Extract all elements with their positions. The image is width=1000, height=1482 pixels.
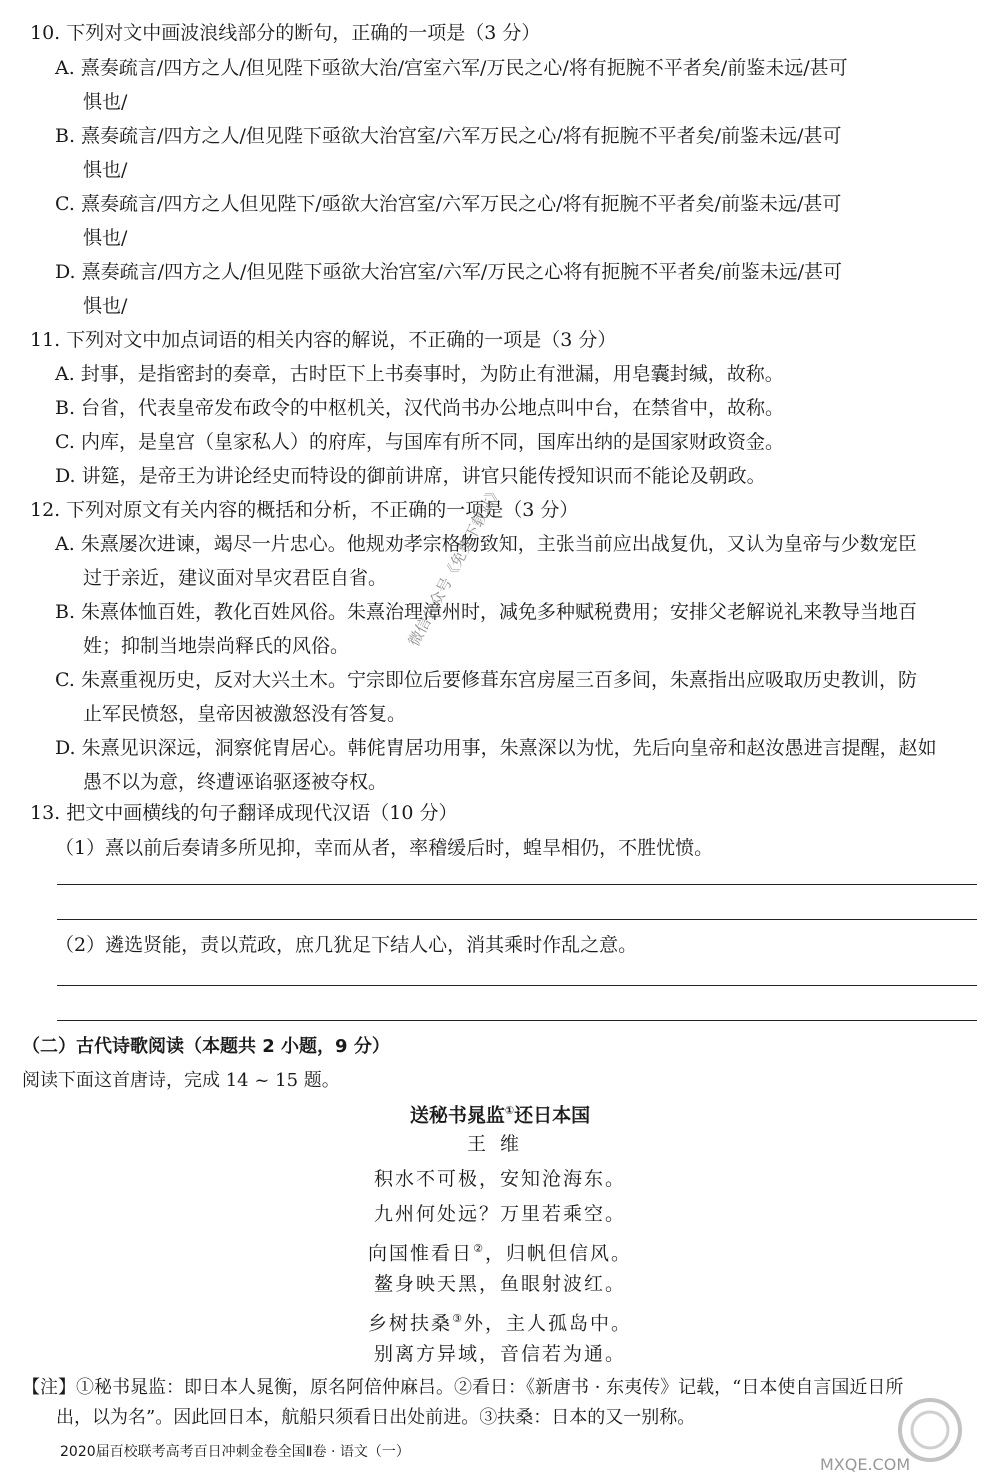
q11-option-a: A. 封事，是指密封的奏章，古时臣下上书奏事时，为防止有泄漏，用皂囊封缄，故称。 — [55, 363, 784, 385]
answer-line-2[interactable] — [57, 919, 977, 920]
poem-line-6 — [0, 1341, 1000, 1367]
poem-title-rest: 还日本国 — [514, 1104, 591, 1127]
q12-option-a-cont: 过于亲近，建议面对旱灾君臣自省。 — [83, 567, 388, 589]
q12-option-c-cont: 止军民愤怒，皇帝因被激怒没有答复。 — [83, 703, 407, 725]
q10-option-d: D. 熹奏疏言/四方之人/但见陛下亟欲大治宫室/六军/万民之心将有扼腕不平者矣/前鉴未远/甚可 — [55, 261, 843, 283]
poem-line-text: 鳌身映天黑，鱼眼射波红。 — [373, 1273, 626, 1295]
poem-title-main: 送秘书晁监 — [409, 1104, 505, 1127]
poem-line-3 — [0, 1236, 1000, 1266]
q11-stem: 11. 下列对文中加点词语的相关内容的解说，不正确的一项是（3 分） — [30, 329, 617, 351]
poem-line-2 — [0, 1201, 1000, 1227]
footnote-mark: ② — [473, 1242, 485, 1255]
poem-line-text: 乡树扶桑 — [368, 1312, 453, 1335]
q10-option-b: B. 熹奏疏言/四方之人/但见陛下亟欲大治宫室/六军万民之心/将有扼腕不平者矣/前鉴未远/甚可 — [55, 125, 842, 147]
poem-title-footnote-mark: ① — [504, 1104, 515, 1117]
answer-line-1[interactable] — [57, 884, 977, 885]
q10-option-d-cont: 惧也/ — [83, 295, 128, 317]
q12-option-b: B. 朱熹体恤百姓，教化百姓风俗。朱熹治理漳州时，减免多种赋税费用；安排父老解说礼来教导当地百 — [55, 601, 918, 623]
answer-line-3[interactable] — [57, 985, 977, 986]
q11-option-b: B. 台省，代表皇帝发布政令的中枢机关，汉代尚书办公地点叫中台，在禁省中，故称。 — [55, 397, 785, 419]
notes-line-1: 【注】①秘书晁监：即日本人晁衡，原名阿倍仲麻吕。②看日：《新唐书 · 东夷传》记载，“日本使自言国近日所 — [22, 1377, 904, 1398]
q13-stem: 13. 把文中画横线的句子翻译成现代汉语（10 分） — [30, 802, 458, 824]
poem-line-text: 九州何处远？万里若乘空。 — [373, 1203, 626, 1225]
poem-line-text: ，归帆但信风。 — [484, 1242, 632, 1265]
q12-option-c: C. 朱熹重视历史，反对大兴土木。宁宗即位后要修葺东宫房屋三百多间，朱熹指出应吸取历史教训，防 — [55, 669, 917, 691]
answer-line-4[interactable] — [57, 1020, 977, 1021]
poem-author: 王维 — [466, 1133, 533, 1155]
q10-option-c-cont: 惧也/ — [83, 227, 128, 249]
poem-line-text: 外，主人孤岛中。 — [463, 1312, 632, 1335]
poem-title — [0, 1098, 1000, 1128]
watermark-site-text: MXQE.COM — [820, 1455, 911, 1474]
q10-option-a: A. 熹奏疏言/四方之人/但见陛下亟欲大治/宫室六军/万民之心/将有扼腕不平者矣/前鉴未远/甚可 — [55, 57, 848, 79]
q12-option-d-cont: 愚不以为意，终遭诬谄驱逐被夺权。 — [83, 771, 388, 793]
q13-sentence-1: （1）熹以前后奏请多所见抑，幸而从者，率稽缓后时，蝗旱相仍，不胜忧愤。 — [55, 837, 714, 859]
q11-option-c: C. 内库，是皇宫（皇家私人）的府库，与国库有所不同，国库出纳的是国家财政资金。 — [55, 431, 784, 453]
q12-option-b-cont: 姓；抑制当地崇尚释氏的风俗。 — [83, 635, 350, 657]
section-title: （二）古代诗歌阅读（本题共 2 小题，9 分） — [22, 1036, 390, 1057]
q10-stem: 10. 下列对文中画波浪线部分的断句，正确的一项是（3 分） — [30, 22, 541, 44]
q12-option-d: D. 朱熹见识深远，洞察侂胄居心。韩侂胄居功用事，朱熹深以为忧，先后向皇帝和赵汝愚进言提醒，赵如 — [55, 737, 937, 759]
poem-line-5 — [0, 1306, 1000, 1336]
q10-option-a-cont: 惧也/ — [83, 91, 128, 113]
q11-option-d: D. 讲筵，是帝王为讲论经史而特设的御前讲席，讲官只能传授知识而不能论及朝政。 — [55, 465, 766, 487]
watermark-diagonal: 微信公众号《免费下载站》 — [404, 481, 506, 650]
poem-line-text: 积水不可极，安知沧海东。 — [373, 1168, 626, 1190]
poem-line-4 — [0, 1271, 1000, 1297]
footnote-mark: ③ — [452, 1312, 464, 1325]
page-footer: 2020届百校联考高考百日冲刺金卷全国Ⅱ卷 · 语文（一） — [60, 1444, 410, 1460]
q13-sentence-2: （2）遴选贤能，责以荒政，庶几犹足下结人心，消其乘时作乱之意。 — [55, 934, 638, 956]
notes-line-2: 出，以为名”。因此回日本，航船只须看日出处前进。③扶桑：日本的又一别称。 — [56, 1407, 696, 1428]
poem-line-text: 向国惟看日 — [368, 1242, 474, 1265]
poem-line-1 — [0, 1166, 1000, 1192]
q10-option-c: C. 熹奏疏言/四方之人但见陛下/亟欲大治宫室/六军万民之心/将有扼腕不平者矣/前鉴未远/甚可 — [55, 193, 842, 215]
section-intro: 阅读下面这首唐诗，完成 14 ~ 15 题。 — [22, 1070, 340, 1091]
poem-line-text: 别离方异域，音信若为通。 — [373, 1343, 626, 1365]
q12-stem: 12. 下列对原文有关内容的概括和分析，不正确的一项是（3 分） — [30, 499, 579, 521]
q10-option-b-cont: 惧也/ — [83, 159, 128, 181]
q12-option-a: A. 朱熹屡次进谏，竭尽一片忠心。他规劝孝宗格物致知，主张当前应出战复仇，又认为皇帝与少数宠臣 — [55, 533, 917, 555]
